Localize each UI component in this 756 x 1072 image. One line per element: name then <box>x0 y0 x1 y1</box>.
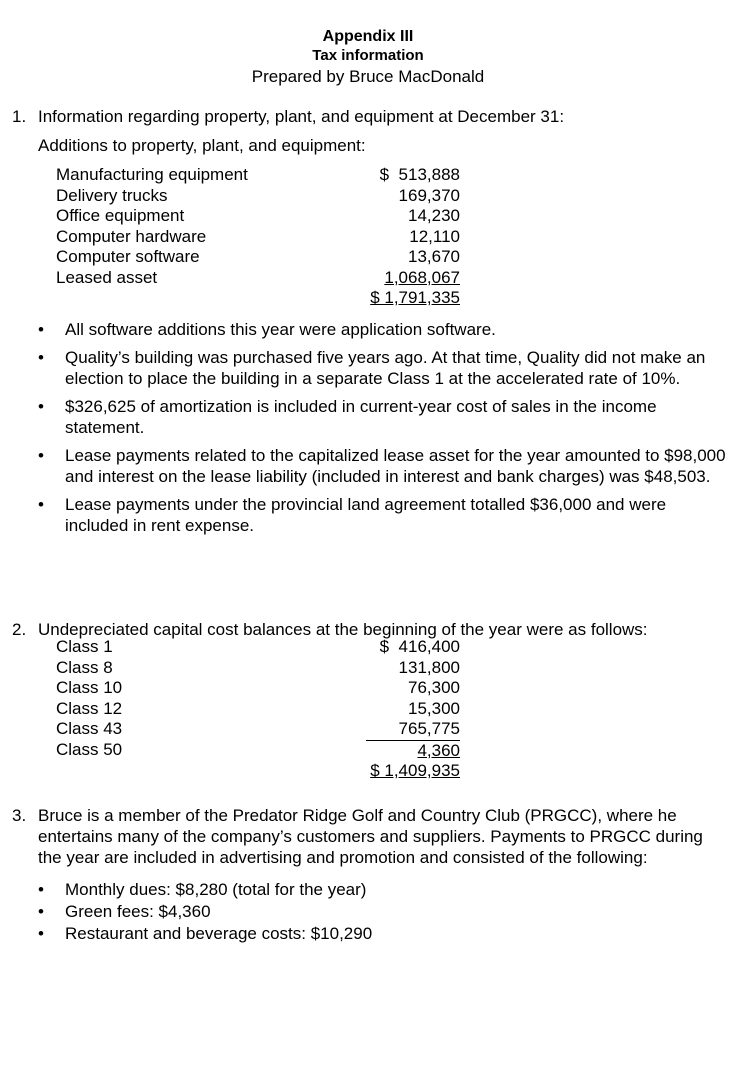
bullet-icon: • <box>38 445 44 465</box>
bullet-icon: • <box>38 924 44 943</box>
table-row <box>56 227 460 248</box>
section-2-heading: Undepreciated capital cost balances at the beginning of the year were as follows: <box>38 620 648 639</box>
section-2 <box>12 619 732 782</box>
row-amount: 131,800 <box>398 657 460 677</box>
section-3 <box>12 805 732 945</box>
table-row <box>56 247 460 268</box>
section-1-subheading: Additions to property, plant, and equipment: <box>38 136 366 155</box>
total-row <box>56 288 460 309</box>
list-item: • Quality’s building was purchased five years ago. At that time, Quality did not make an election to place the building in a separate Class 1 at the accelerated rate of 10%. <box>38 347 706 388</box>
section-1-number: 1. <box>12 107 27 126</box>
document-header <box>0 0 756 88</box>
row-amount: 13,670 <box>408 247 460 266</box>
section-1-notes <box>38 319 732 536</box>
table-row <box>56 678 460 699</box>
row-label: Class 8 <box>56 657 113 677</box>
row-label: Class 50 <box>56 740 123 759</box>
table-row <box>56 206 460 227</box>
row-amount: 76,300 <box>408 678 460 697</box>
row-amount: 1,068,067 <box>384 267 460 287</box>
list-item: • Monthly dues: $8,280 (total for the year) <box>38 880 367 899</box>
ppe-additions-table <box>56 165 460 309</box>
row-label: Class 1 <box>56 637 113 656</box>
row-label: Computer software <box>56 247 200 266</box>
table-row <box>56 719 460 740</box>
ucc-balances-table <box>56 637 460 782</box>
bullet-icon: • <box>38 319 44 339</box>
section-2-number: 2. <box>12 620 27 639</box>
row-amount: $ 416,400 <box>379 637 460 656</box>
table-row <box>56 268 460 289</box>
bullet-icon: • <box>38 880 44 899</box>
row-amount: 4,360 <box>366 740 460 761</box>
row-label: Computer hardware <box>56 226 207 246</box>
appendix-title: Appendix III <box>322 28 414 45</box>
row-amount: $ 513,888 <box>379 165 460 184</box>
row-amount: 12,110 <box>409 226 460 246</box>
list-item: • Lease payments under the provincial land agreement totalled $36,000 and were included in rent expense. <box>38 494 667 535</box>
bullet-icon: • <box>38 494 44 514</box>
row-label: Class 10 <box>56 678 123 697</box>
table-row <box>56 699 460 720</box>
row-amount: 15,300 <box>408 698 460 718</box>
section-1 <box>12 106 732 543</box>
section-3-number: 3. <box>12 806 27 825</box>
list-item: • Lease payments related to the capitalized lease asset for the year amounted to $98,000 and interest on the lease liability (included in interest and bank charges) was $48,503. <box>38 445 726 486</box>
prepared-by: Prepared by Bruce MacDonald <box>251 67 485 86</box>
section-1-heading: Information regarding property, plant, and equipment at December 31: <box>38 107 565 126</box>
bullet-icon: • <box>38 902 44 921</box>
prgcc-payments-list <box>38 879 732 944</box>
ucc-balances-total: $ 1,409,935 <box>370 761 460 780</box>
row-label: Manufacturing equipment <box>56 165 248 184</box>
ppe-additions-total: $ 1,791,335 <box>370 288 460 307</box>
table-row <box>56 740 460 761</box>
list-item: • All software additions this year were application software. <box>38 319 496 339</box>
row-amount: 14,230 <box>408 206 460 225</box>
row-label: Leased asset <box>56 267 158 287</box>
bullet-icon: • <box>38 347 44 367</box>
table-row <box>56 637 460 658</box>
row-label: Office equipment <box>56 206 185 225</box>
appendix-subtitle: Tax information <box>312 47 424 64</box>
row-label: Delivery trucks <box>56 185 168 205</box>
table-row <box>56 165 460 186</box>
table-row <box>56 186 460 207</box>
list-item: • Restaurant and beverage costs: $10,290 <box>38 924 373 943</box>
table-row <box>56 658 460 679</box>
list-item: • Green fees: $4,360 <box>38 902 211 921</box>
row-label: Class 12 <box>56 698 123 718</box>
list-item: • $326,625 of amortization is included in current-year cost of sales in the income statement. <box>38 396 657 437</box>
row-label: Class 43 <box>56 719 123 738</box>
section-3-text: Bruce is a member of the Predator Ridge Golf and Country Club (PRGCC), where he entertains many of the company’s customers and suppliers. Payments to PRGCC during the year are included in advertising and promotion and consisted of the following: <box>38 806 703 867</box>
row-amount: 765,775 <box>398 719 460 738</box>
total-row <box>56 761 460 782</box>
bullet-icon: • <box>38 396 44 416</box>
row-amount: 169,370 <box>398 185 460 205</box>
